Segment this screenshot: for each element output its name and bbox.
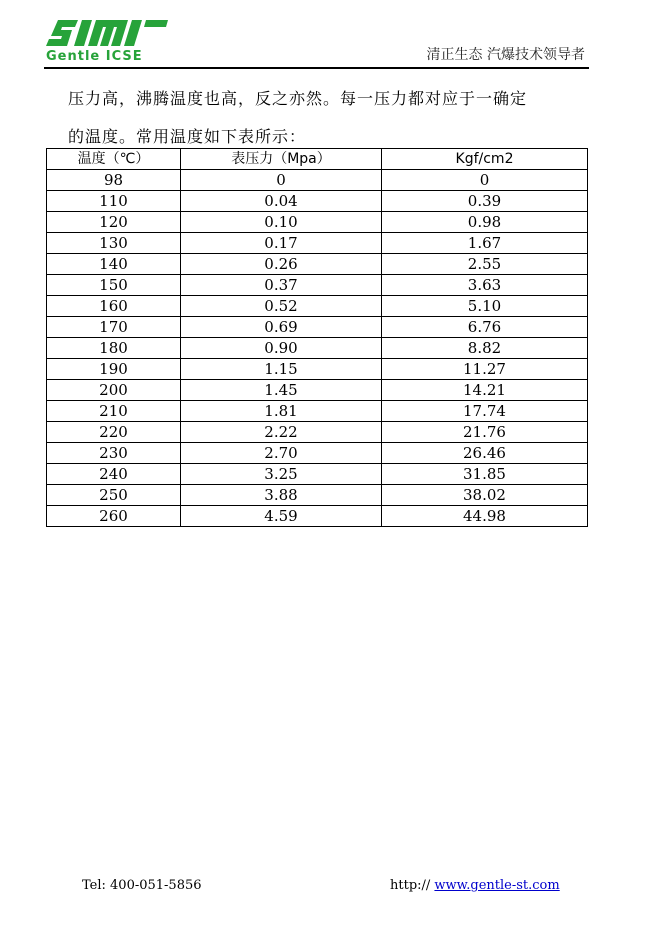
simi-logo-mark	[44, 18, 168, 48]
cell-kgf: 21.76	[382, 422, 588, 443]
cell-gauge-pressure: 1.45	[181, 380, 382, 401]
cell-kgf: 31.85	[382, 464, 588, 485]
cell-gauge-pressure: 2.70	[181, 443, 382, 464]
header-slogan: 清正生态 汽爆技术领导者	[426, 47, 585, 63]
cell-temperature: 220	[47, 422, 181, 443]
cell-temperature: 110	[47, 191, 181, 212]
table-row	[47, 401, 588, 422]
company-logo	[44, 18, 174, 66]
cell-gauge-pressure: 0	[181, 170, 382, 191]
table-row	[47, 191, 588, 212]
cell-gauge-pressure: 0.10	[181, 212, 382, 233]
table-row	[47, 485, 588, 506]
cell-temperature: 200	[47, 380, 181, 401]
table-row	[47, 317, 588, 338]
intro-line-2: 的温度。常用温度如下表所示：	[68, 127, 307, 146]
table-row	[47, 233, 588, 254]
page-header	[0, 0, 665, 72]
cell-kgf: 26.46	[382, 443, 588, 464]
footer-website	[390, 878, 560, 893]
cell-temperature: 230	[47, 443, 181, 464]
cell-temperature: 170	[47, 317, 181, 338]
cell-gauge-pressure: 0.26	[181, 254, 382, 275]
cell-temperature: 150	[47, 275, 181, 296]
cell-kgf: 17.74	[382, 401, 588, 422]
cell-gauge-pressure: 4.59	[181, 506, 382, 527]
cell-kgf: 0	[382, 170, 588, 191]
cell-gauge-pressure: 0.04	[181, 191, 382, 212]
table-row	[47, 296, 588, 317]
cell-gauge-pressure: 0.69	[181, 317, 382, 338]
intro-line-1: 压力高，沸腾温度也高，反之亦然。每一压力都对应于一确定	[68, 89, 528, 108]
cell-kgf: 3.63	[382, 275, 588, 296]
cell-temperature: 190	[47, 359, 181, 380]
cell-gauge-pressure: 3.25	[181, 464, 382, 485]
cell-kgf: 0.98	[382, 212, 588, 233]
cell-kgf: 11.27	[382, 359, 588, 380]
cell-temperature: 250	[47, 485, 181, 506]
footer-web-prefix: http://	[390, 878, 435, 893]
cell-temperature: 130	[47, 233, 181, 254]
cell-kgf: 6.76	[382, 317, 588, 338]
table-header-row	[47, 149, 588, 170]
temperature-pressure-table	[46, 148, 588, 527]
table-row	[47, 212, 588, 233]
table-row	[47, 380, 588, 401]
header-kgf: Kgf/cm2	[382, 149, 588, 170]
cell-gauge-pressure: 0.52	[181, 296, 382, 317]
cell-gauge-pressure: 0.17	[181, 233, 382, 254]
cell-temperature: 180	[47, 338, 181, 359]
cell-kgf: 5.10	[382, 296, 588, 317]
table-row	[47, 275, 588, 296]
cell-kgf: 14.21	[382, 380, 588, 401]
cell-gauge-pressure: 3.88	[181, 485, 382, 506]
cell-temperature: 240	[47, 464, 181, 485]
table-row	[47, 422, 588, 443]
cell-temperature: 140	[47, 254, 181, 275]
logo-text: Gentle ICSE	[46, 49, 143, 64]
table-row	[47, 506, 588, 527]
table-row	[47, 338, 588, 359]
cell-gauge-pressure: 0.37	[181, 275, 382, 296]
header-temperature: 温度（℃）	[47, 149, 181, 170]
cell-kgf: 2.55	[382, 254, 588, 275]
cell-temperature: 120	[47, 212, 181, 233]
cell-kgf: 1.67	[382, 233, 588, 254]
footer-tel: Tel: 400-051-5856	[82, 878, 202, 893]
cell-gauge-pressure: 1.81	[181, 401, 382, 422]
cell-temperature: 98	[47, 170, 181, 191]
cell-kgf: 8.82	[382, 338, 588, 359]
cell-kgf: 44.98	[382, 506, 588, 527]
header-divider	[44, 67, 589, 69]
cell-gauge-pressure: 1.15	[181, 359, 382, 380]
cell-temperature: 160	[47, 296, 181, 317]
cell-temperature: 260	[47, 506, 181, 527]
table-row	[47, 443, 588, 464]
table-body	[47, 170, 588, 527]
table-row	[47, 254, 588, 275]
table-row	[47, 464, 588, 485]
table-row	[47, 170, 588, 191]
cell-gauge-pressure: 0.90	[181, 338, 382, 359]
header-gauge-pressure: 表压力（Mpa）	[181, 149, 382, 170]
website-link[interactable]: www.gentle-st.com	[434, 878, 560, 893]
cell-kgf: 0.39	[382, 191, 588, 212]
table-row	[47, 359, 588, 380]
cell-temperature: 210	[47, 401, 181, 422]
cell-kgf: 38.02	[382, 485, 588, 506]
cell-gauge-pressure: 2.22	[181, 422, 382, 443]
